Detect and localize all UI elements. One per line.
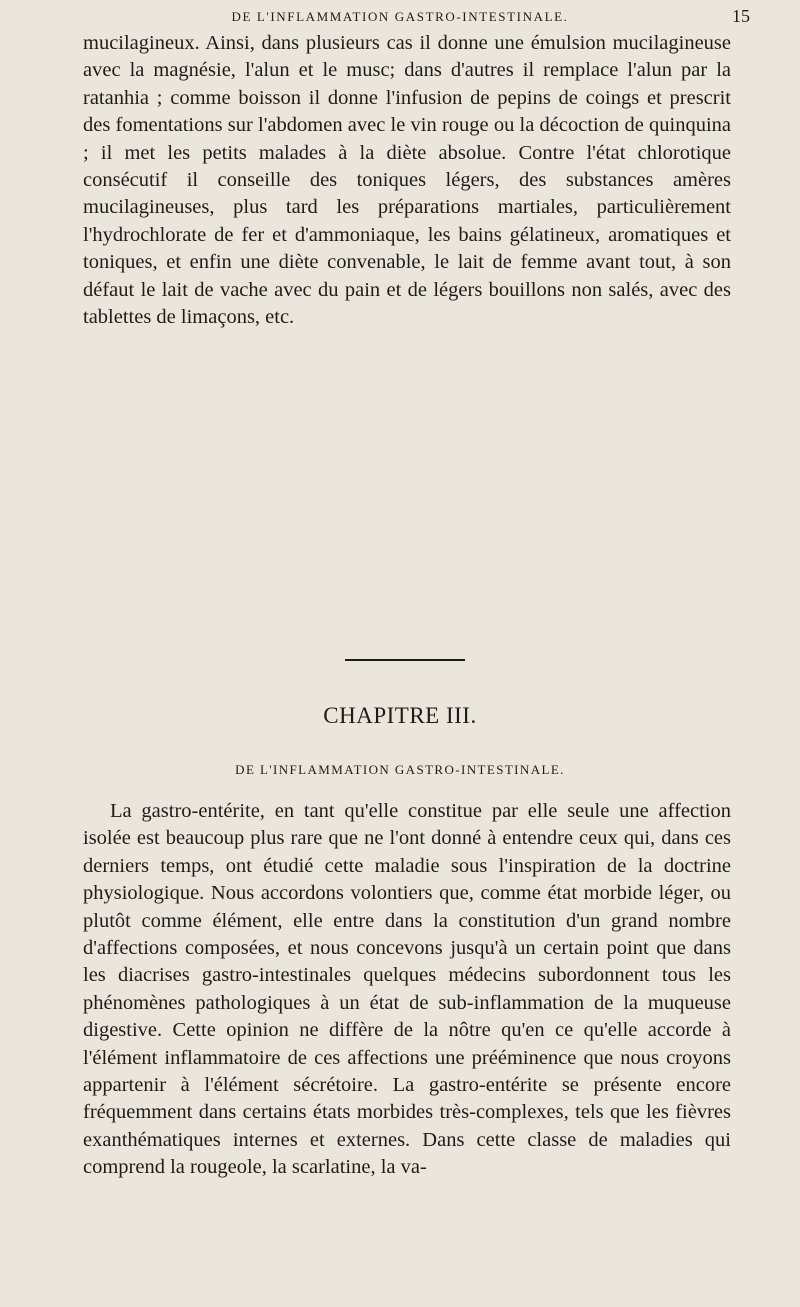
running-head-title: DE L'INFLAMMATION GASTRO-INTESTINALE. bbox=[231, 9, 569, 24]
page-number: 15 bbox=[732, 6, 750, 26]
chapter-subtitle: DE L'INFLAMMATION GASTRO-INTESTINALE. bbox=[235, 762, 565, 777]
running-head bbox=[0, 6, 800, 28]
paragraph-chapter-opening: La gastro-entérite, en tant qu'elle constitue par elle seule une affection isolée est beaucoup plus rare que ne l'ont donné à entendre ceux qui, dans ces derniers temps, ont étudié cette maladie sous l'inspiration de la doctrine physiologique. Nous accordons volontiers que, comme état morbide léger, ou plutôt comme élément, elle entre dans la constitution d'un grand nombre d'affections composées, et nous concevons jusqu'à un certain point que dans les diacrises gastro-intestinales quelques médecins subordonnent tous les phénomènes pathologiques à un état de sub-inflammation de la muqueuse digestive. Cette opinion ne diffère de la nôtre qu'en ce qu'elle accorde à l'élément inflammatoire de ces affections une prééminence que nous croyons appartenir à l'élément sécrétoire. La gastro-entérite se présente encore fréquemment dans certains états morbides très-complexes, tels que les fièvres exanthématiques internes et externes. Dans cette classe de maladies qui comprend la rougeole, la scarlatine, la va- bbox=[83, 800, 731, 1179]
paragraph-continued: mucilagineux. Ainsi, dans plusieurs cas il donne une émulsion mucilagineuse avec la magnésie, l'alun et le musc; dans d'autres il remplace l'alun par la ratanhia ; comme boisson il donne l'infusion de pepins de coings et prescrit des fomentations sur l'abdomen avec le vin rouge ou la décoction de quinquina ; il met les petits malades à la diète absolue. Contre l'état chlorotique consécutif il conseille des toniques légers, des substances amères mucilagineuses, plus tard les préparations martiales, particulièrement l'hydrochlorate de fer et d'ammoniaque, les bains gélatineux, aromatiques et toniques, et enfin une diète convenable, le lait de femme avant tout, à son défaut le lait de vache avec du pain et de légers bouillons non salés, avec des tablettes de limaçons, etc. bbox=[83, 32, 731, 329]
section-divider bbox=[345, 659, 465, 661]
chapter-title: CHAPITRE III. bbox=[323, 703, 477, 728]
